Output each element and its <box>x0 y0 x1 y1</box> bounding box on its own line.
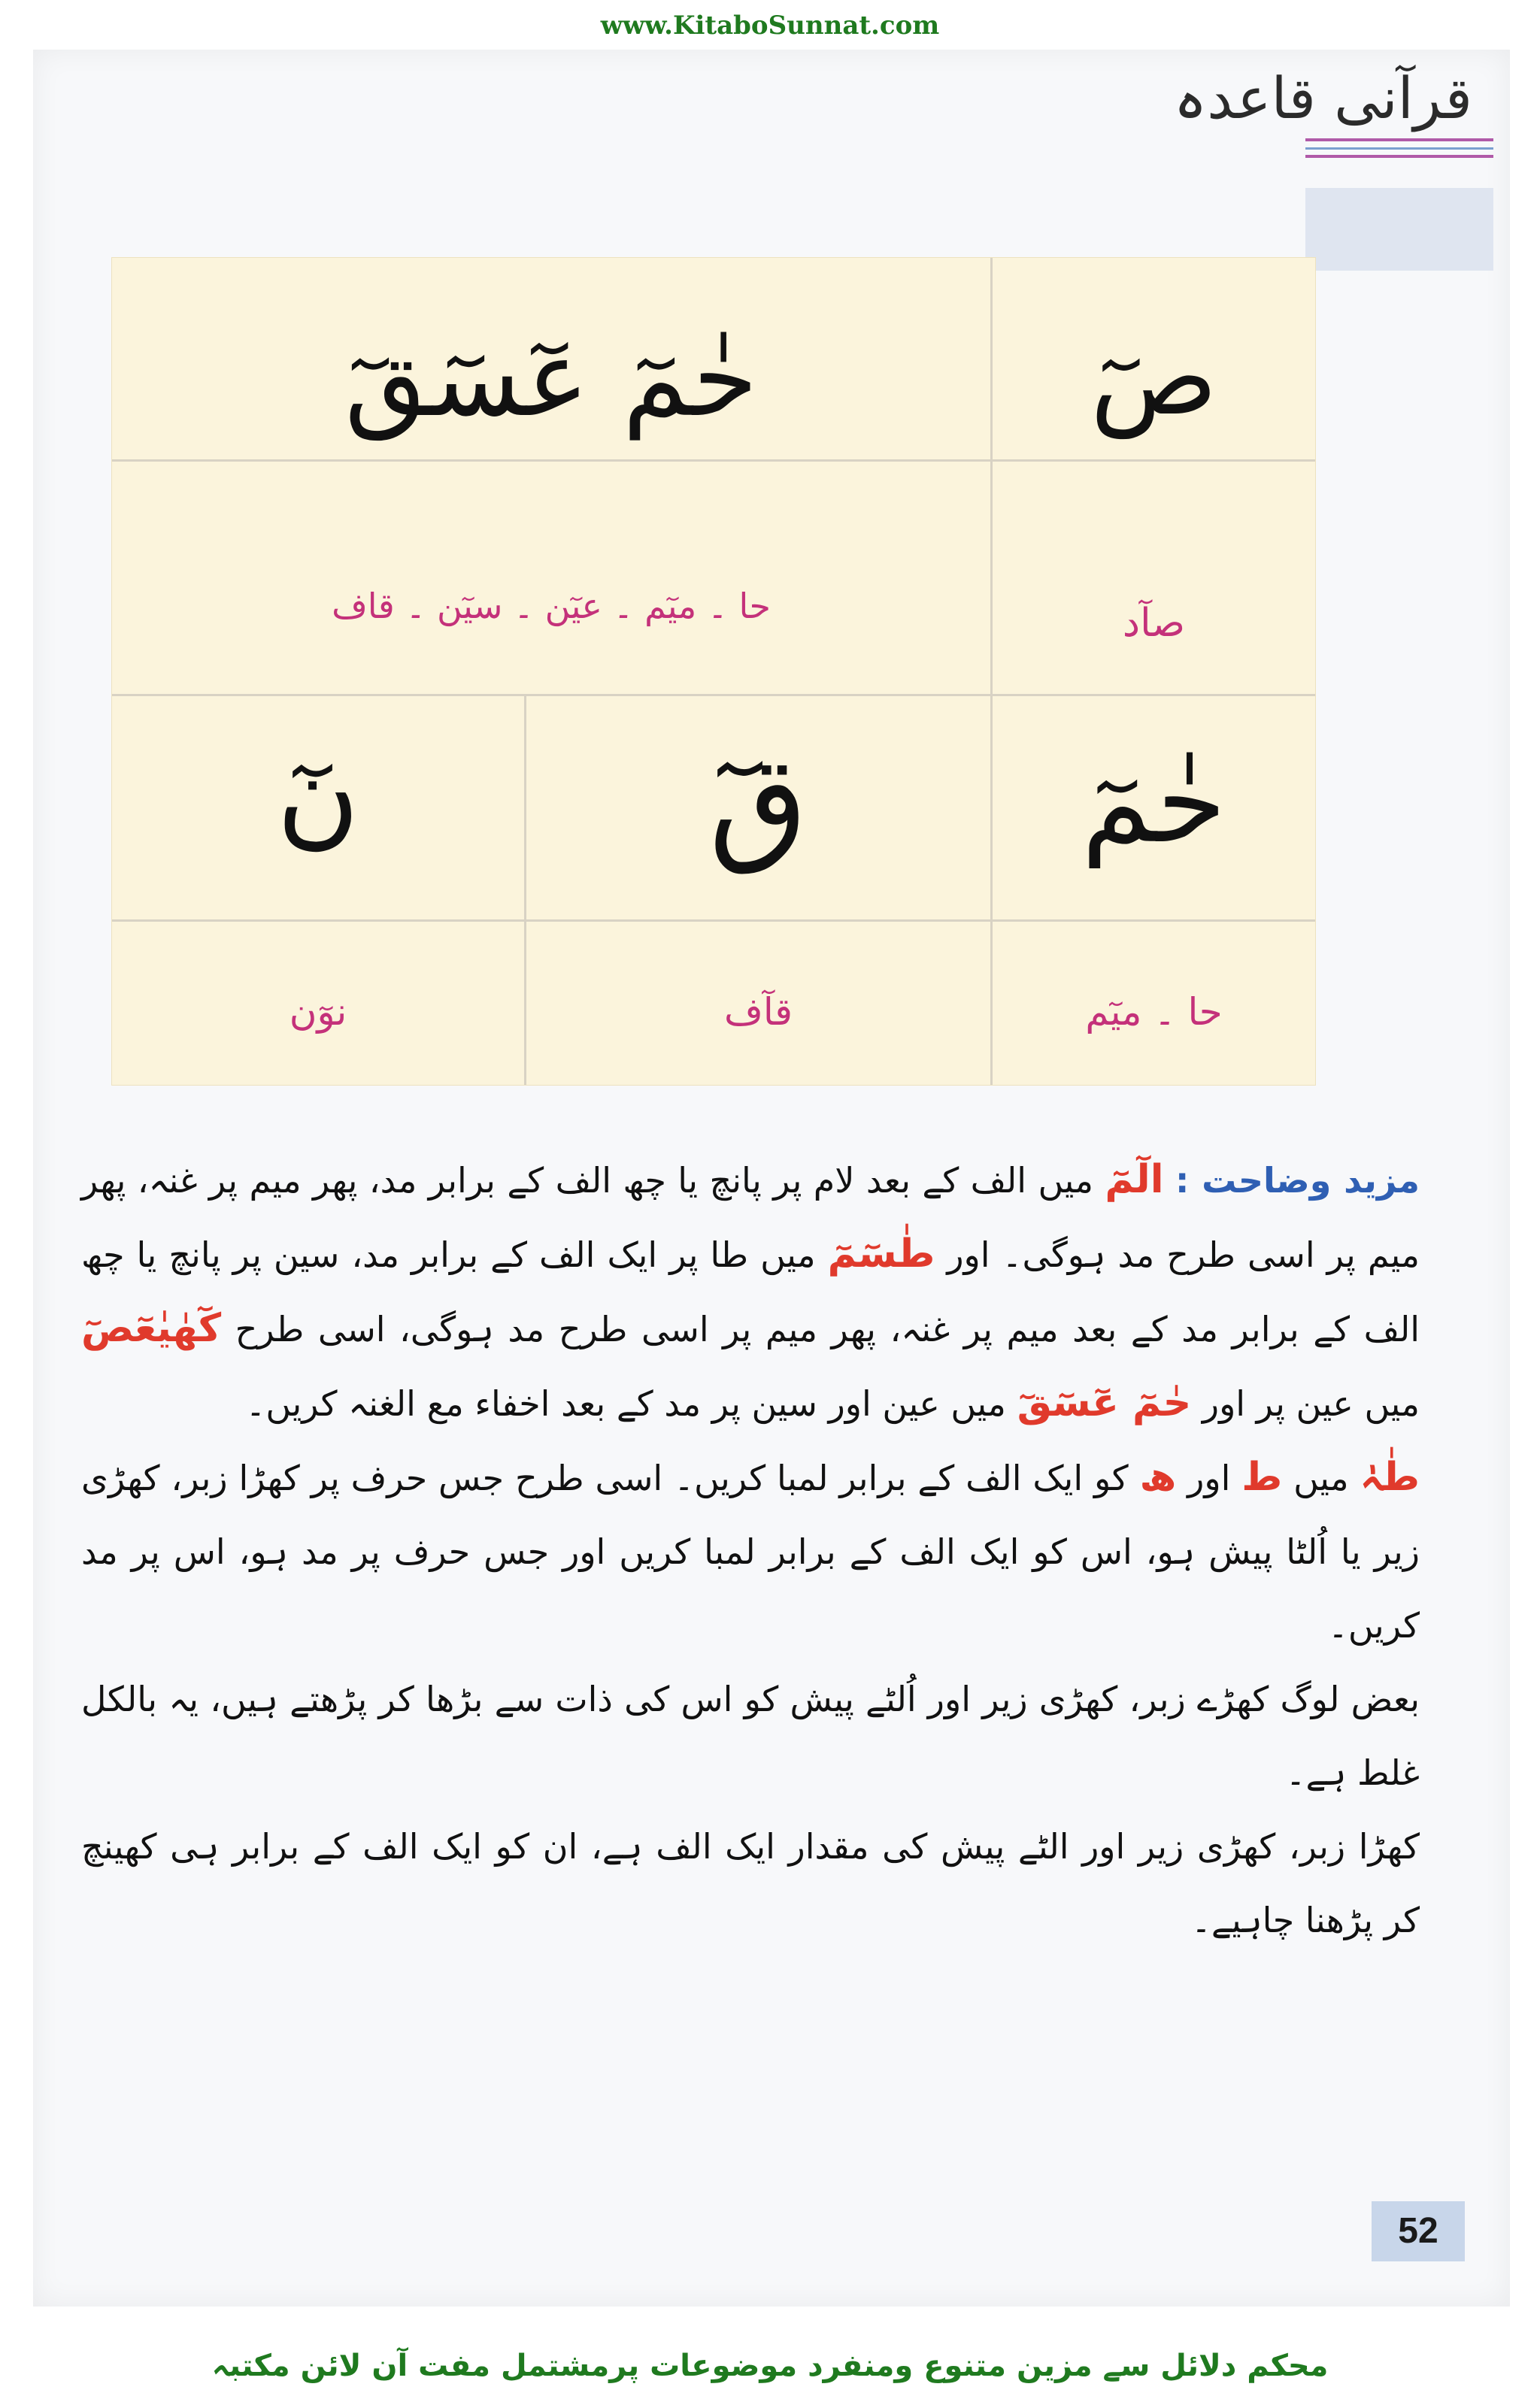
explanation-text <box>81 1143 1420 1957</box>
paragraph-text: میں عین اور سین پر مد کے بعد اخفاء مع الغنہ کریں۔ <box>245 1383 1017 1424</box>
table-cell-caption: صآد <box>1122 601 1186 646</box>
title-underline <box>1305 155 1493 158</box>
paragraph-text: میں عین پر اور <box>1191 1383 1420 1424</box>
quranic-word: كٓهٰيٰعٓصٓ <box>81 1306 222 1351</box>
table-cell-letter: نٓ <box>276 730 360 861</box>
explanation-paragraph <box>81 1143 1420 1440</box>
paragraph-text: اور <box>1176 1458 1242 1498</box>
paragraph-text: میں الف کے بعد لام پر پانچ یا چھ الف کے برابر مد، پھر میم پر غنہ، پھر میم پر اسی طرح مد ہوگی۔ اور <box>81 1160 1420 1275</box>
explanation-paragraph: بعض لوگ کھڑے زبر، کھڑی زیر اور اُلٹے پیش کو اس کی ذات سے بڑھا کر پڑھتے ہیں، یہ بالکل غلط ہے۔ <box>81 1679 1420 1793</box>
chapter-tab <box>1305 188 1493 271</box>
site-url[interactable]: www.KitaboSunnat.com <box>600 11 940 41</box>
table-cell-letter: قٓ <box>708 728 808 877</box>
quranic-word: طٰسٓمٓ <box>827 1231 935 1277</box>
quranic-word: ھ <box>1139 1455 1177 1500</box>
explanation-label: مزید وضاحت : <box>1175 1160 1420 1201</box>
explanation-paragraph <box>81 1440 1420 1662</box>
table-divider <box>112 694 1315 696</box>
title-underline <box>1305 147 1493 150</box>
paragraph-text: میں طا پر ایک الف کے برابر مد، سین پر پانچ یا چھ الف کے برابر مد کے بعد میم پر غنہ، پھر میم پر اسی طرح مد ہوگی، اسی طرح <box>81 1234 1420 1349</box>
table-cell-caption: قآف <box>724 990 793 1034</box>
table-cell-caption: نوٓن <box>289 990 347 1034</box>
table-divider <box>112 919 1315 922</box>
table-cell-letter: حٰمٓ <box>1081 738 1226 868</box>
table-cell-letter: حٰمٓ عٓسٓقٓ <box>344 318 758 441</box>
paragraph-text: کو ایک الف کے برابر لمبا کریں۔ اسی طرح جس حرف پر کھڑا زبر، کھڑی زیر یا اُلٹا پیش ہو، اس کو ایک الف کے برابر لمبا کریں اور جس حرف پر مد ہو، اس پر مد کریں۔ <box>81 1458 1420 1646</box>
letters-table <box>111 257 1316 1086</box>
explanation-paragraph: کھڑا زبر، کھڑی زیر اور الٹے پیش کی مقدار ایک الف ہے، ان کو ایک الف کے برابر ہی کھینچ کر پڑھنا چاہیے۔ <box>81 1826 1420 1940</box>
quranic-word: طٰہٰ <box>1360 1455 1420 1500</box>
table-cell-caption: حا ۔ میٓم ۔ عیٓن ۔ سیٓن ۔ قاف <box>332 586 771 626</box>
book-title: قرآنی قاعدہ <box>1173 65 1472 132</box>
title-underline <box>1305 138 1493 141</box>
paragraph-text: میں <box>1282 1458 1360 1498</box>
table-divider <box>112 459 1315 462</box>
quranic-word: حٰمٓ عٓسٓقٓ <box>1017 1380 1192 1425</box>
table-cell-caption: حا ۔ میٓم <box>1085 990 1223 1034</box>
quranic-word: ط <box>1241 1455 1283 1500</box>
footer-tagline: محکم دلائل سے مزین متنوع ومنفرد موضوعات پرمشتمل مفت آن لائن مکتبہ <box>211 2349 1329 2383</box>
table-cell-letter: صٓ <box>1090 317 1218 439</box>
page-number: 52 <box>1372 2201 1465 2261</box>
quranic-word: الٓمٓ <box>1105 1157 1164 1202</box>
